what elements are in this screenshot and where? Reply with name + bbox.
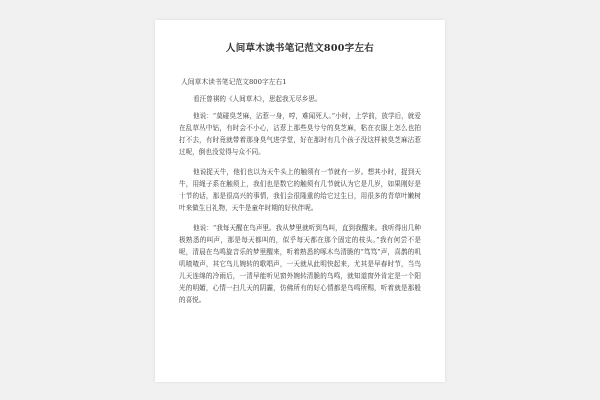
document-page — [155, 20, 445, 382]
paragraph-stinky-sesame: 他说：“莫碰臭芝麻，沾惹一身，哼，难闻死人。”小时，上学前，放学后，就爱在乱草丛中钻，有时会不小心，沾惹上那些臭兮兮的臭芝麻，粘在衣服上怎么也拍打不去，有时竟就带着那身臭气进学堂，好在那时有几个孩子没这样被臭芝麻沾惹过呢，倒也没觉得与众不同。 — [179, 112, 421, 156]
paragraph-longhorn-beetle: 他说捉天牛，他们也以为天牛头上的触须有一节就有一岁。想其小时，捉到天牛，用绳子系在触须上，我们也是数它的触须有几节就认为它是几岁，如果刚好是十节的话，那是很高兴的事情，我们会很隆重的给它过生日，用很多的青草叶嫩树叶来做生日礼物，天牛是童年时期的好伙伴呢。 — [179, 168, 421, 212]
paragraph-intro: 看汪曾祺的《人间草木》，思起我无尽乡思。 — [193, 95, 322, 103]
document-title: 人间草木读书笔记范文800字左右 — [225, 43, 375, 54]
paragraph-birdsong: 他说：“我每天醒在鸟声里。我从梦里就听到鸟叫，直到我醒来。我听得出几种极熟悉的叫声，那是每天都叫的，似乎每天都在那个固定的枝头。”我有何尝不是呢，清晨在鸟鸣旋音乐的梦里醒来，听着熟悉的啄木鸟清脆的“笃笃”声，喜鹊的叽叽喳喳声，其它鸟儿婉转的歌唱声，一天就从此明快起来，尤其是早春时节，当鸟儿天连绵的冷雨后，一清早能听见窗外婉转清脆的鸟鸣，就知道窗外肯定是一个阳光的明媚，心情一扫几天的阴霾，仿佛所有的好心情都是鸟鸣所赐，听着就是那般的喜悦。 — [179, 224, 421, 304]
document-subtitle: 人间草木读书笔记范文800字左右1 — [181, 78, 287, 86]
